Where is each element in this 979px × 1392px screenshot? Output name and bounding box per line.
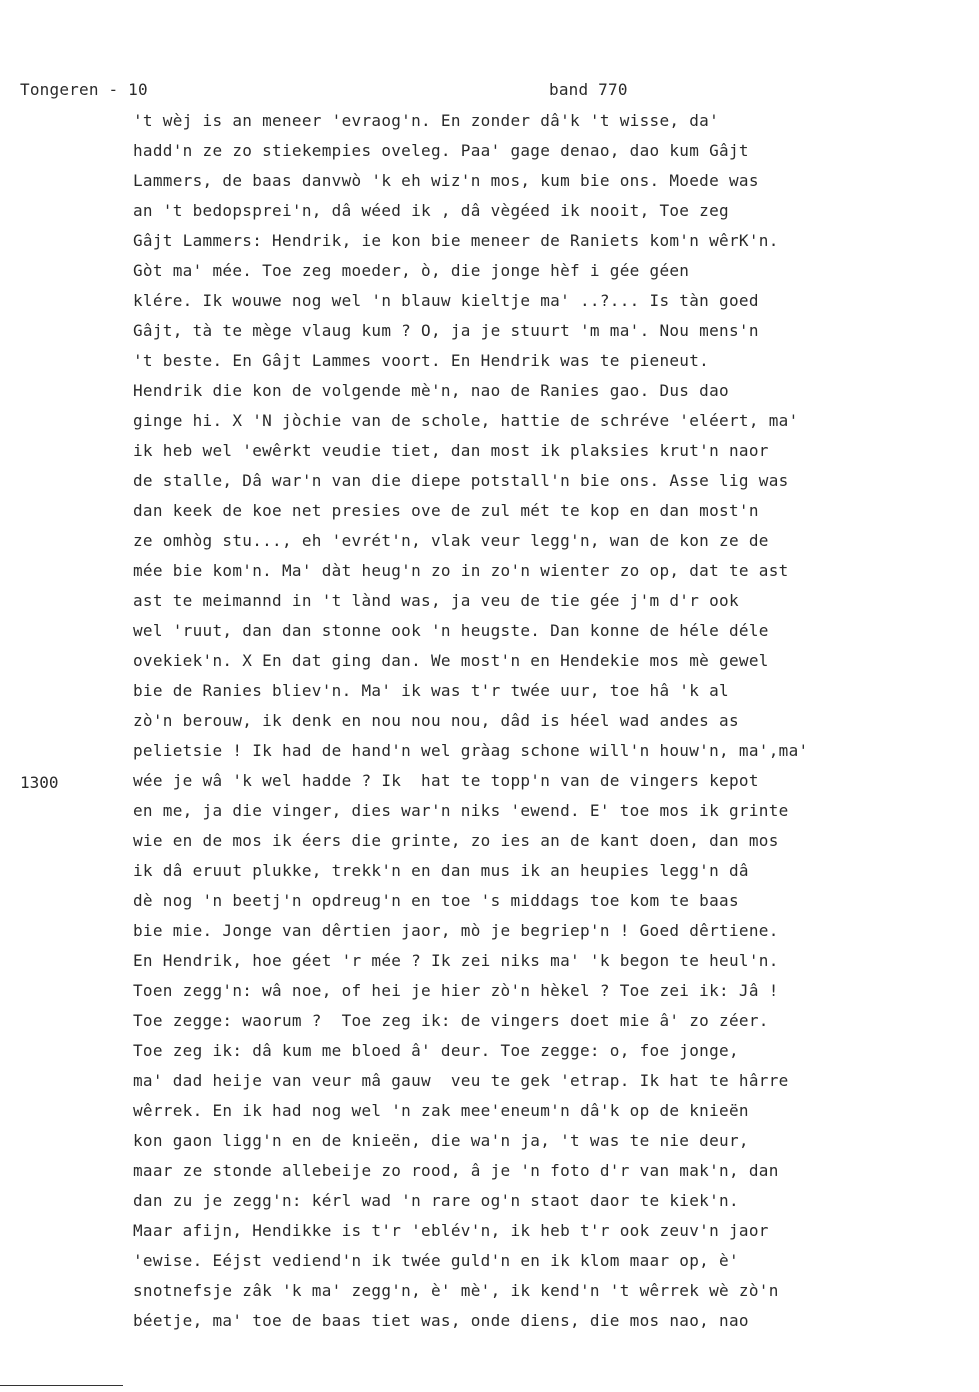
transcript-line: en me, ja die vinger, dies war'n niks 'ewend. E' toe mos ik grinte (133, 801, 789, 820)
header-band: band 770 (549, 80, 628, 99)
transcript-line: kon gaon ligg'n en de knieën, die wa'n ja, 't was te nie deur, (133, 1131, 749, 1150)
transcript-line: Gòt ma' mée. Toe zeg moeder, ò, die jonge hèf i gée géen (133, 261, 690, 280)
transcript-line: Gâjt Lammers: Hendrik, ie kon bie meneer de Raniets kom'n wêrK'n. (133, 231, 779, 250)
transcript-line: ma' dad heije van veur mâ gauw veu te gek 'etrap. Ik hat te hârre (133, 1071, 789, 1090)
transcript-line: bie mie. Jonge van dêrtien jaor, mò je begriep'n ! Goed dêrtiene. (133, 921, 779, 940)
transcript-line: Toe zegge: waorum ? Toe zeg ik: de vingers doet mie â' zo zéer. (133, 1011, 769, 1030)
transcript-line: ovekiek'n. X En dat ging dan. We most'n en Hendekie mos mè gewel (133, 651, 769, 670)
transcript-line: Toen zegg'n: wâ noe, of hei je hier zò'n hèkel ? Toe zei ik: Jâ ! (133, 981, 779, 1000)
transcript-line: dè nog 'n beetj'n opdreug'n en toe 's middags toe kom te baas (133, 891, 739, 910)
transcript-line: pelietsie ! Ik had de hand'n wel gràag schone will'n houw'n, ma',ma' (133, 741, 809, 760)
transcript-line: hadd'n ze zo stiekempies oveleg. Paa' gage denao, dao kum Gâjt (133, 141, 749, 160)
transcript-line: bie de Ranies bliev'n. Ma' ik was t'r twée uur, toe hâ 'k al (133, 681, 729, 700)
transcript-line: maar ze stonde allebeije zo rood, â je 'n foto d'r van mak'n, dan (133, 1161, 779, 1180)
transcript-line: snotnefsje zâk 'k ma' zegg'n, è' mè', ik kend'n 't wêrrek wè zò'n (133, 1281, 779, 1300)
transcript-line: ginge hi. X 'N jòchie van de schole, hattie de schréve 'eléert, ma' (133, 411, 799, 430)
transcript-line: ik dâ eruut plukke, trekk'n en dan mus ik an heupies legg'n dâ (133, 861, 749, 880)
transcript-line: wie en de mos ik éers die grinte, zo ies an de kant doen, dan mos (133, 831, 779, 850)
transcript-line: klére. Ik wouwe nog wel 'n blauw kieltje ma' ..?... Is tàn goed (133, 291, 759, 310)
transcript-line: dan zu je zegg'n: kérl wad 'n rare og'n staot daor te kiek'n. (133, 1191, 739, 1210)
transcript-line: Hendrik die kon de volgende mè'n, nao de Ranies gao. Dus dao (133, 381, 729, 400)
header-location: Tongeren - 10 (20, 80, 148, 99)
transcript-line: Maar afijn, Hendikke is t'r 'eblév'n, ik heb t'r ook zeuv'n jaor (133, 1221, 769, 1240)
margin-line-number: 1300 (20, 773, 59, 792)
transcript-line: wée je wâ 'k wel hadde ? Ik hat te topp'n van de vingers kepot (133, 771, 759, 790)
transcript-line: 't beste. En Gâjt Lammes voort. En Hendrik was te pieneut. (133, 351, 710, 370)
transcript-line: ast te meimannd in 't lànd was, ja veu de tie gée j'm d'r ook (133, 591, 739, 610)
transcript-line: En Hendrik, hoe géet 'r mée ? Ik zei niks ma' 'k begon te heul'n. (133, 951, 779, 970)
transcript-line: 't wèj is an meneer 'evraog'n. En zonder dâ'k 't wisse, da' (133, 111, 720, 130)
transcript-line: mée bie kom'n. Ma' dàt heug'n zo in zo'n wienter zo op, dat te ast (133, 561, 789, 580)
transcript-line: ik heb wel 'ewêrkt veudie tiet, dan most ik plaksies krut'n naor (133, 441, 769, 460)
transcript-line: de stalle, Dâ war'n van die diepe potstall'n bie ons. Asse lig was (133, 471, 789, 490)
transcript-line: wêrrek. En ik had nog wel 'n zak mee'eneum'n dâ'k op de knieën (133, 1101, 749, 1120)
transcript-line: Lammers, de baas danvwò 'k eh wiz'n mos, kum bie ons. Moede was (133, 171, 759, 190)
transcript-line: dan keek de koe net presies ove de zul mét te kop en dan most'n (133, 501, 759, 520)
transcript-line: Toe zeg ik: dâ kum me bloed â' deur. Toe zegge: o, foe jonge, (133, 1041, 739, 1060)
transcript-body (133, 111, 973, 1341)
transcript-line: béetje, ma' toe de baas tiet was, onde diens, die mos nao, nao (133, 1311, 749, 1330)
transcript-line: ze omhòg stu..., eh 'evrét'n, vlak veur legg'n, wan de kon ze de (133, 531, 769, 550)
transcript-line: 'ewise. Eéjst vediend'n ik twée guld'n en ik klom maar op, è' (133, 1251, 739, 1270)
footer-rule (0, 1385, 123, 1386)
transcript-line: zò'n berouw, ik denk en nou nou nou, dâd is héel wad andes as (133, 711, 739, 730)
transcript-line: an 't bedopsprei'n, dâ wéed ik , dâ vègéed ik nooit, Toe zeg (133, 201, 729, 220)
transcript-line: Gâjt, tà te mège vlaug kum ? O, ja je stuurt 'm ma'. Nou mens'n (133, 321, 759, 340)
transcript-line: wel 'ruut, dan dan stonne ook 'n heugste. Dan konne de héle déle (133, 621, 769, 640)
